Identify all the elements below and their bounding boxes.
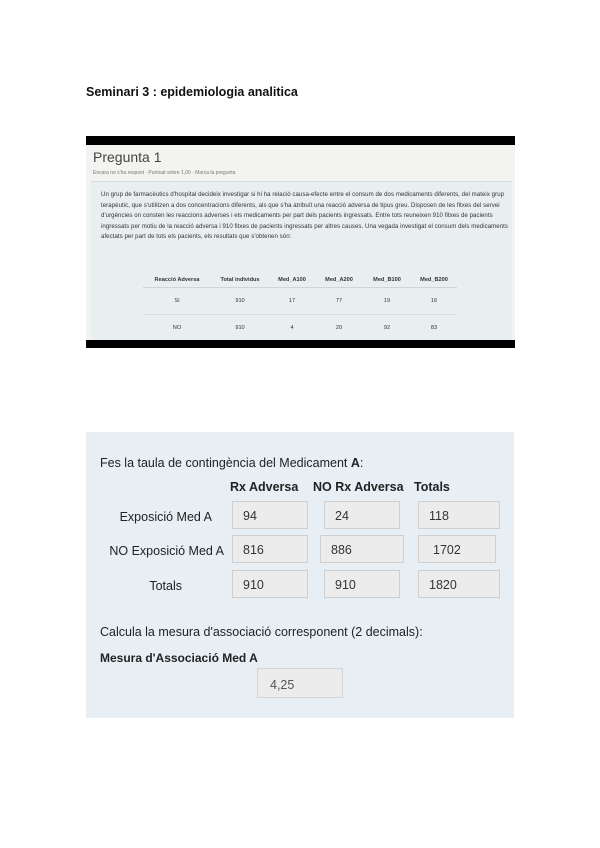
table-cell: 17 [269, 288, 315, 315]
table-cell: 16 [411, 288, 457, 315]
table-cell: 92 [363, 315, 411, 341]
input-cell[interactable]: 118 [418, 501, 500, 529]
table-header: Total individus [211, 277, 269, 288]
column-header-totals: Totals [414, 480, 450, 494]
table-header: Med_B100 [363, 277, 411, 288]
question-title: Pregunta 1 [93, 149, 162, 165]
table-cell: Sí [143, 288, 211, 315]
row-label-no-exposicio: NO Exposició Med A [109, 544, 224, 558]
table-row [143, 288, 457, 315]
answer-panel [86, 432, 514, 718]
input-cell[interactable]: 24 [324, 501, 400, 529]
table-header-row [143, 277, 457, 288]
table-header: Med_A200 [315, 277, 363, 288]
question-card [86, 145, 515, 340]
column-header-no-rx-adversa: NO Rx Adversa [313, 480, 404, 494]
table-cell: 83 [411, 315, 457, 341]
measure-label: Mesura d'Associació Med A [100, 651, 258, 665]
input-cell[interactable]: 1702 [418, 535, 496, 563]
contingency-prompt [100, 456, 363, 470]
question-screenshot [86, 136, 515, 348]
document-title: Seminari 3 : epidemiologia analitica [86, 85, 298, 99]
table-row [143, 315, 457, 341]
prompt-prefix: Fes la taula de contingència del Medicament [100, 456, 351, 470]
input-cell[interactable]: 816 [232, 535, 308, 563]
table-header: Med_A100 [269, 277, 315, 288]
input-cell[interactable]: 1820 [418, 570, 500, 598]
row-label-totals: Totals [149, 579, 182, 593]
question-body [91, 181, 512, 340]
row-label-exposicio: Exposició Med A [119, 510, 212, 524]
prompt-medication: A [350, 456, 360, 470]
input-cell[interactable]: 886 [320, 535, 404, 563]
column-header-rx-adversa: Rx Adversa [230, 480, 299, 494]
table-cell: 4 [269, 315, 315, 341]
table-cell: 19 [363, 288, 411, 315]
association-prompt: Calcula la mesura d'associació corresponent (2 decimals): [100, 625, 423, 639]
table-header: Reacció Adversa [143, 277, 211, 288]
question-data-table [143, 277, 457, 340]
measure-input[interactable]: 4,25 [257, 668, 343, 698]
table-cell: 77 [315, 288, 363, 315]
question-text: Un grup de farmacèutics d'hospital decideix investigar si hi ha relació causa-efecte entre el consum de dos medicaments diferents, del mateix grup terapèutic, que s'utilitzen a dos concentracions diferents, als que s'ha atribuït una reacció adversa de tipus greu. Disposen de les fitxes del servei d'urgències on consten les reaccions adverses i els medicaments per part dels pacients ingressats. Entre tots reuneixen 910 fitxes de pacients ingressats per motiu de la reacció adversa i 910 fitxes de pacients ingressats per altres causes. Una vegada investigat el consum dels medicaments afectats per part de tots els pacients, els resultats que s'obtenen són: [101, 191, 508, 240]
input-cell[interactable]: 910 [232, 570, 308, 598]
input-cell[interactable]: 910 [324, 570, 400, 598]
table-cell: 910 [211, 288, 269, 315]
prompt-suffix: : [359, 456, 364, 470]
table-cell: NO [143, 315, 211, 341]
input-cell[interactable]: 94 [232, 501, 308, 529]
table-cell: 910 [211, 315, 269, 341]
table-cell: 20 [315, 315, 363, 341]
question-meta: Encara no s'ha respost · Puntuat sobre 1,00 · Marca la pregunta [93, 170, 236, 176]
table-header: Med_B200 [411, 277, 457, 288]
